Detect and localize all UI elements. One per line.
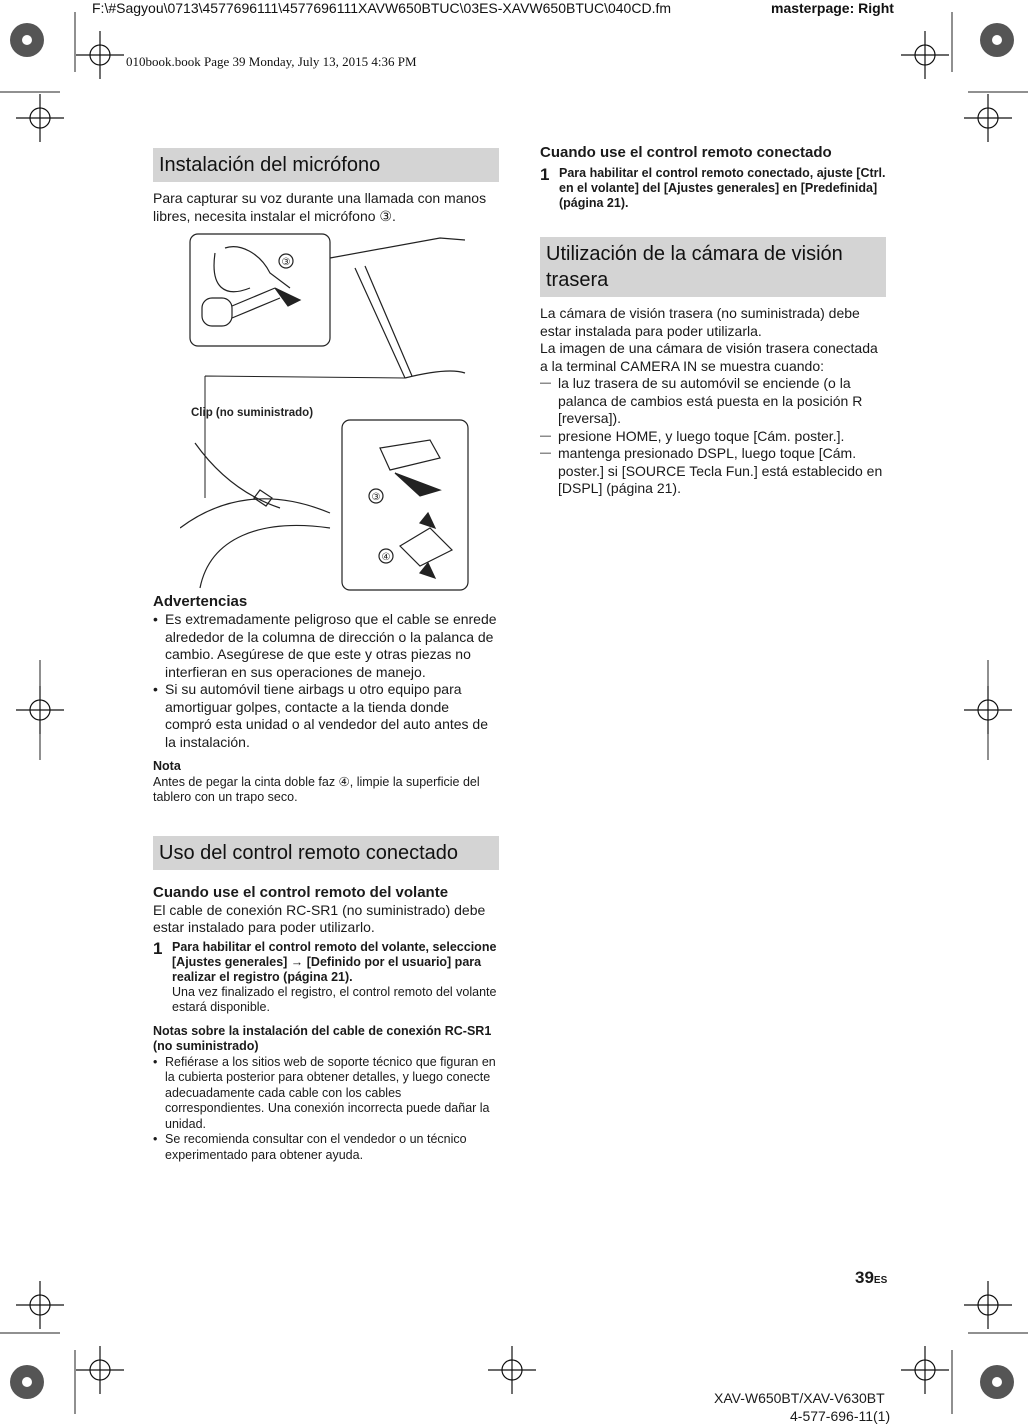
a-pillar bbox=[355, 266, 412, 378]
step-number: 1 bbox=[540, 165, 550, 184]
figure-label-3: ③ bbox=[281, 257, 291, 268]
tape-shape bbox=[400, 528, 452, 566]
list-item: — mantenga presionado DSPL, luego toque [Cám. poster.] si [SOURCE Tecla Fun.] está establecido en [DSPL] (página 21). bbox=[540, 445, 886, 498]
camera-p1: La cámara de visión trasera (no suministrada) debe estar instalada para poder utilizarla. bbox=[540, 305, 860, 339]
clip-shape bbox=[225, 247, 290, 288]
step-text: Para habilitar el control remoto conectado, ajuste [Ctrl. en el volante] del [Ajustes generales] en [Predefinida] (página 21). bbox=[559, 166, 886, 210]
warnings-title: Advertencias bbox=[153, 593, 248, 610]
note-text: Antes de pegar la cinta doble faz ④, limpie la superficie del tablero con un trapo seco. bbox=[153, 774, 480, 804]
steering-wheel-arc bbox=[200, 526, 330, 589]
wired-title: Cuando use el control remoto conectado bbox=[540, 144, 832, 161]
list-item: • Es extremadamente peligroso que el cable se enrede alrededor de la columna de dirección o la palanca de cambio. Asegúrese de que este y otras piezas no interfieran en sus operaciones de manejo. bbox=[153, 611, 499, 681]
leader-line bbox=[205, 376, 405, 498]
arrow-icon bbox=[420, 513, 435, 578]
note-title: Nota bbox=[153, 759, 181, 773]
page-number bbox=[855, 1268, 887, 1288]
model-numbers: XAV-W650BT/XAV-V630BT bbox=[714, 1390, 885, 1406]
mic-body-shape bbox=[380, 440, 440, 470]
notes-list bbox=[153, 1055, 499, 1164]
masterpage-label: masterpage: Right bbox=[771, 0, 894, 16]
step-number: 1 bbox=[153, 938, 163, 958]
list-item: • Si su automóvil tiene airbags u otro equipo para amortiguar golpes, contacte a la tienda donde compró esta unidad o al vendedor del auto antes de la instalación. bbox=[153, 681, 499, 751]
camera-section-title: Utilización de la cámara de visión trasera bbox=[540, 237, 886, 297]
windshield-top bbox=[330, 238, 465, 258]
notes-title: Notas sobre la instalación del cable de conexión RC-SR1 (no suministrado) bbox=[153, 1023, 492, 1053]
steering-intro: El cable de conexión RC-SR1 (no suministrado) debe estar instalado para poder utilizarlo. bbox=[153, 901, 486, 935]
list-item: • Se recomienda consultar con el vendedor o un técnico experimentado para obtener ayuda. bbox=[153, 1132, 499, 1163]
visor-shape bbox=[214, 253, 250, 292]
figure-label-3-lower: ③ bbox=[371, 492, 381, 503]
detail-box-top bbox=[190, 234, 330, 346]
mic-intro: Para capturar su voz durante una llamada con manos libres, necesita instalar el micrófono ③. bbox=[153, 190, 487, 224]
camera-p2: La imagen de una cámara de visión trasera conectada a la terminal CAMERA IN se muestra cuando: bbox=[540, 340, 878, 374]
step-text: Para habilitar el control remoto del volante, seleccione [Ajustes generales] → [Definido por el usuario] para realizar el registro (página 21). bbox=[172, 939, 497, 984]
detail-box-bottom bbox=[342, 420, 468, 590]
list-item: • Refiérase a los sitios web de soporte técnico que figuran en la cubierta posterior para obtener detalles, y luego conecte adecuadamente cada cable con los cables correspondientes. Una conexión incorrecta puede dañar la unidad. bbox=[153, 1055, 499, 1133]
figure-label-4: ④ bbox=[381, 552, 391, 563]
book-info-line: 010book.book Page 39 Monday, July 13, 2015 4:36 PM bbox=[126, 54, 417, 69]
mic-cable bbox=[232, 288, 280, 318]
camera-conditions-list bbox=[540, 375, 886, 498]
arrow-icon bbox=[395, 473, 440, 496]
warnings-list bbox=[153, 611, 499, 751]
dashboard-line bbox=[405, 371, 465, 378]
right-column bbox=[540, 144, 886, 498]
dashboard-curve bbox=[180, 443, 330, 528]
page-number-value: 39 bbox=[855, 1268, 874, 1287]
mic-head-shape bbox=[202, 298, 232, 326]
file-path: F:\#Sagyou\0713\4577696111\4577696111XAVW650BTUC\03ES-XAVW650BTUC\040CD.fm bbox=[92, 0, 672, 16]
step-note: Una vez finalizado el registro, el control remoto del volante estará disponible. bbox=[172, 984, 497, 1014]
remote-section-title: Uso del control remoto conectado bbox=[153, 836, 499, 870]
mic-section-title: Instalación del micrófono bbox=[153, 148, 499, 182]
part-number: 4-577-696-11(1) bbox=[790, 1408, 891, 1424]
wired-step-1 bbox=[540, 166, 886, 211]
steering-title: Cuando use el control remoto del volante bbox=[153, 883, 449, 901]
list-item: — presione HOME, y luego toque [Cám. poster.]. bbox=[540, 428, 886, 446]
mic-installation-figure bbox=[180, 228, 480, 594]
step-1 bbox=[153, 940, 499, 1015]
clip-caption: Clip (no suministrado) bbox=[191, 407, 314, 419]
arrow-icon bbox=[275, 288, 300, 306]
list-item: — la luz trasera de su automóvil se enciende (o la palanca de cambios está puesta en la posición R [reversa]). bbox=[540, 375, 886, 428]
page-number-suffix: ES bbox=[873, 1275, 888, 1286]
